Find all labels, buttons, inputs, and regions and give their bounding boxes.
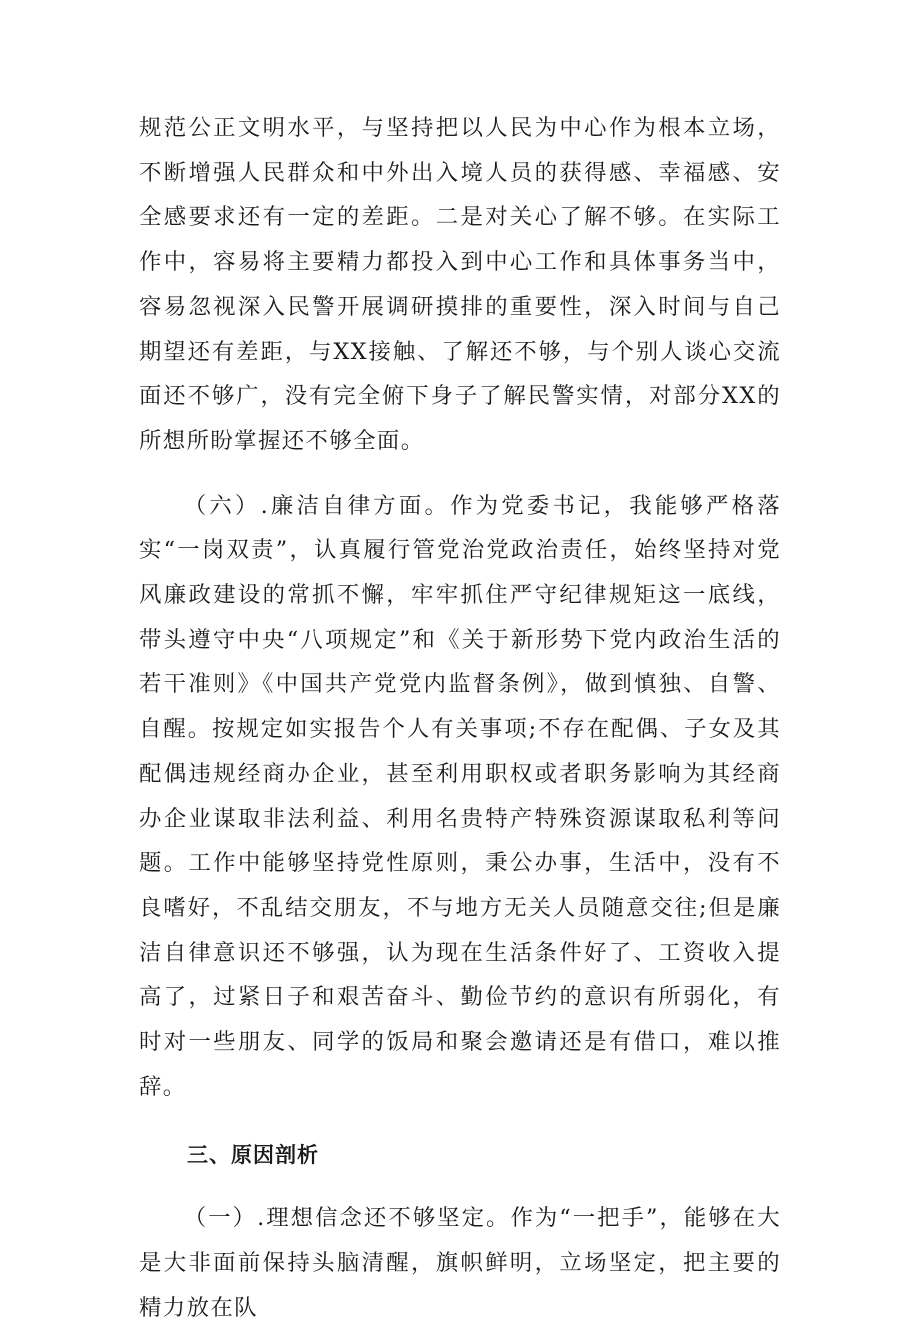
paragraph-spacer	[139, 1109, 781, 1133]
paragraph-integrity-self-discipline: （六）.廉洁自律方面。作为党委书记，我能够严格落实“一岗双责”，认真履行管党治党政治责任，始终坚持对党风廉政建设的常抓不懈，牢牢抓住严守纪律规矩这一底线，带头遵守中央“八项规定”和《关于新形势下党内政治生活的若干准则》《中国共产党党内监督条例》，做到慎独、自警、自醒。按规定如实报告个人有关事项;不存在配偶、子女及其配偶违规经商办企业，甚至利用职权或者职务影响为其经商办企业谋取非法利益、利用名贵特产特殊资源谋取私利等问题。工作中能够坚持党性原则，秉公办事，生活中，没有不良嗜好，不乱结交朋友，不与地方无关人员随意交往;但是廉洁自律意识还不够强，认为现在生活条件好了、工资收入提高了，过紧日子和艰苦奋斗、勤俭节约的意识有所弱化，有时对一些朋友、同学的饭局和聚会邀请还是有借口，难以推辞。	[139, 492, 781, 1100]
paragraph-spacer	[139, 464, 781, 484]
paragraph-spacer	[139, 1178, 781, 1196]
section-heading: 三、原因剖析	[187, 1143, 319, 1168]
paragraph-ideals-beliefs: （一）.理想信念还不够坚定。作为“一把手”，能够在大是大非面前保持头脑清醒，旗帜鲜明，立场坚定，把主要的精力放在队	[139, 1205, 781, 1321]
paragraph-continuation: 规范公正文明水平，与坚持把以人民为中心作为根本立场，不断增强人民群众和中外出入境人员的获得感、幸福感、安全感要求还有一定的差距。二是对关心了解不够。在实际工作中，容易将主要精力都投入到中心工作和具体事务当中，容易忽视深入民警开展调研摸排的重要性，深入时间与自己期望还有差距，与XX接触、了解还不够，与个别人谈心交流面还不够广，没有完全俯下身子了解民警实情，对部分XX的所想所盼掌握还不够全面。	[139, 115, 781, 454]
document-body	[139, 106, 781, 1330]
